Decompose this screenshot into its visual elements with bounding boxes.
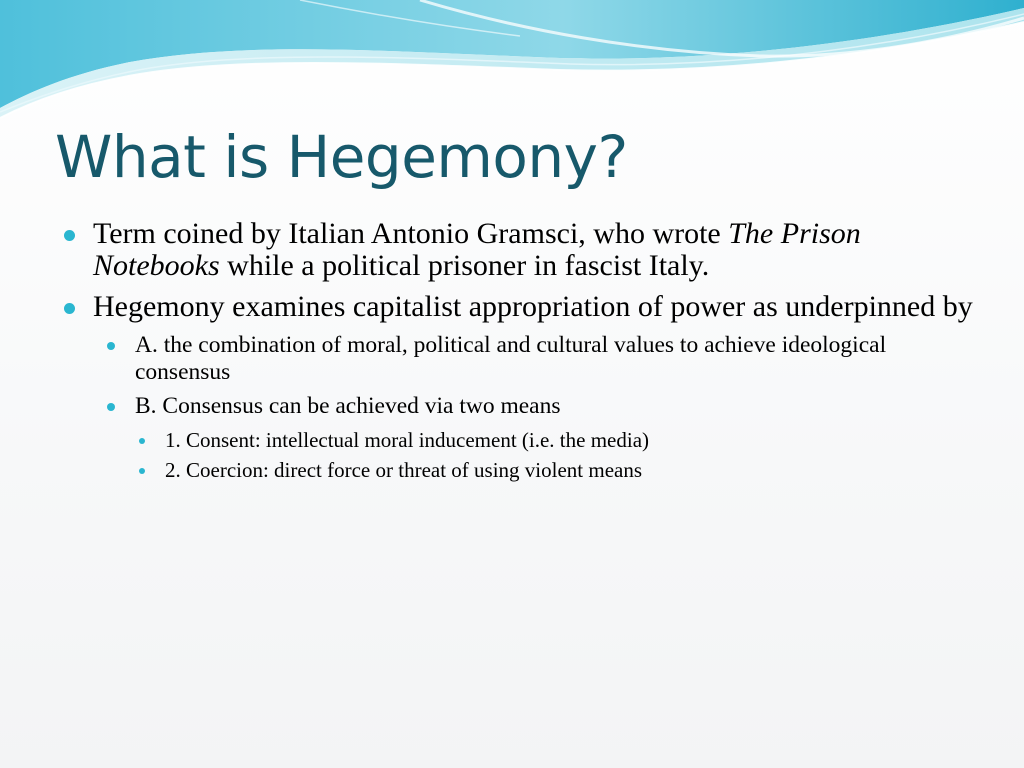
sub-sub-bullet-item xyxy=(165,457,982,483)
bullet-dot-icon xyxy=(107,403,115,411)
bullet-list xyxy=(62,218,982,487)
slide-title: What is Hegemony? xyxy=(55,123,628,191)
bullet-dot-icon xyxy=(107,342,115,350)
sub-bullet-text: A. the combination of moral, political and cultural values to achieve ideological consensus xyxy=(135,332,887,385)
bullet-dot-icon xyxy=(64,303,75,314)
sub-bullet-text: B. Consensus can be achieved via two means xyxy=(135,393,561,419)
sub-sub-bullet-item xyxy=(165,427,982,453)
bullet-dot-icon xyxy=(139,468,145,474)
sub-bullet-item xyxy=(135,332,982,386)
bullet-item xyxy=(62,291,982,323)
bullet-item xyxy=(62,218,982,282)
bullet-dot-icon xyxy=(64,230,75,241)
book-title: The Prison Notebooks xyxy=(93,217,861,282)
sub-bullet-item xyxy=(135,393,982,420)
sub-sub-bullet-text: 2. Coercion: direct force or threat of using violent means xyxy=(165,458,643,482)
header-wave-decoration xyxy=(0,0,1024,130)
bullet-text: while a political prisoner in fascist Italy. xyxy=(219,249,710,282)
bullet-dot-icon xyxy=(139,438,145,444)
sub-sub-bullet-text: 1. Consent: intellectual moral inducement (i.e. the media) xyxy=(165,428,650,452)
bullet-text: Hegemony examines capitalist appropriation of power as underpinned by xyxy=(93,290,973,323)
bullet-text: Term coined by Italian Antonio Gramsci, who wrote xyxy=(93,217,729,250)
